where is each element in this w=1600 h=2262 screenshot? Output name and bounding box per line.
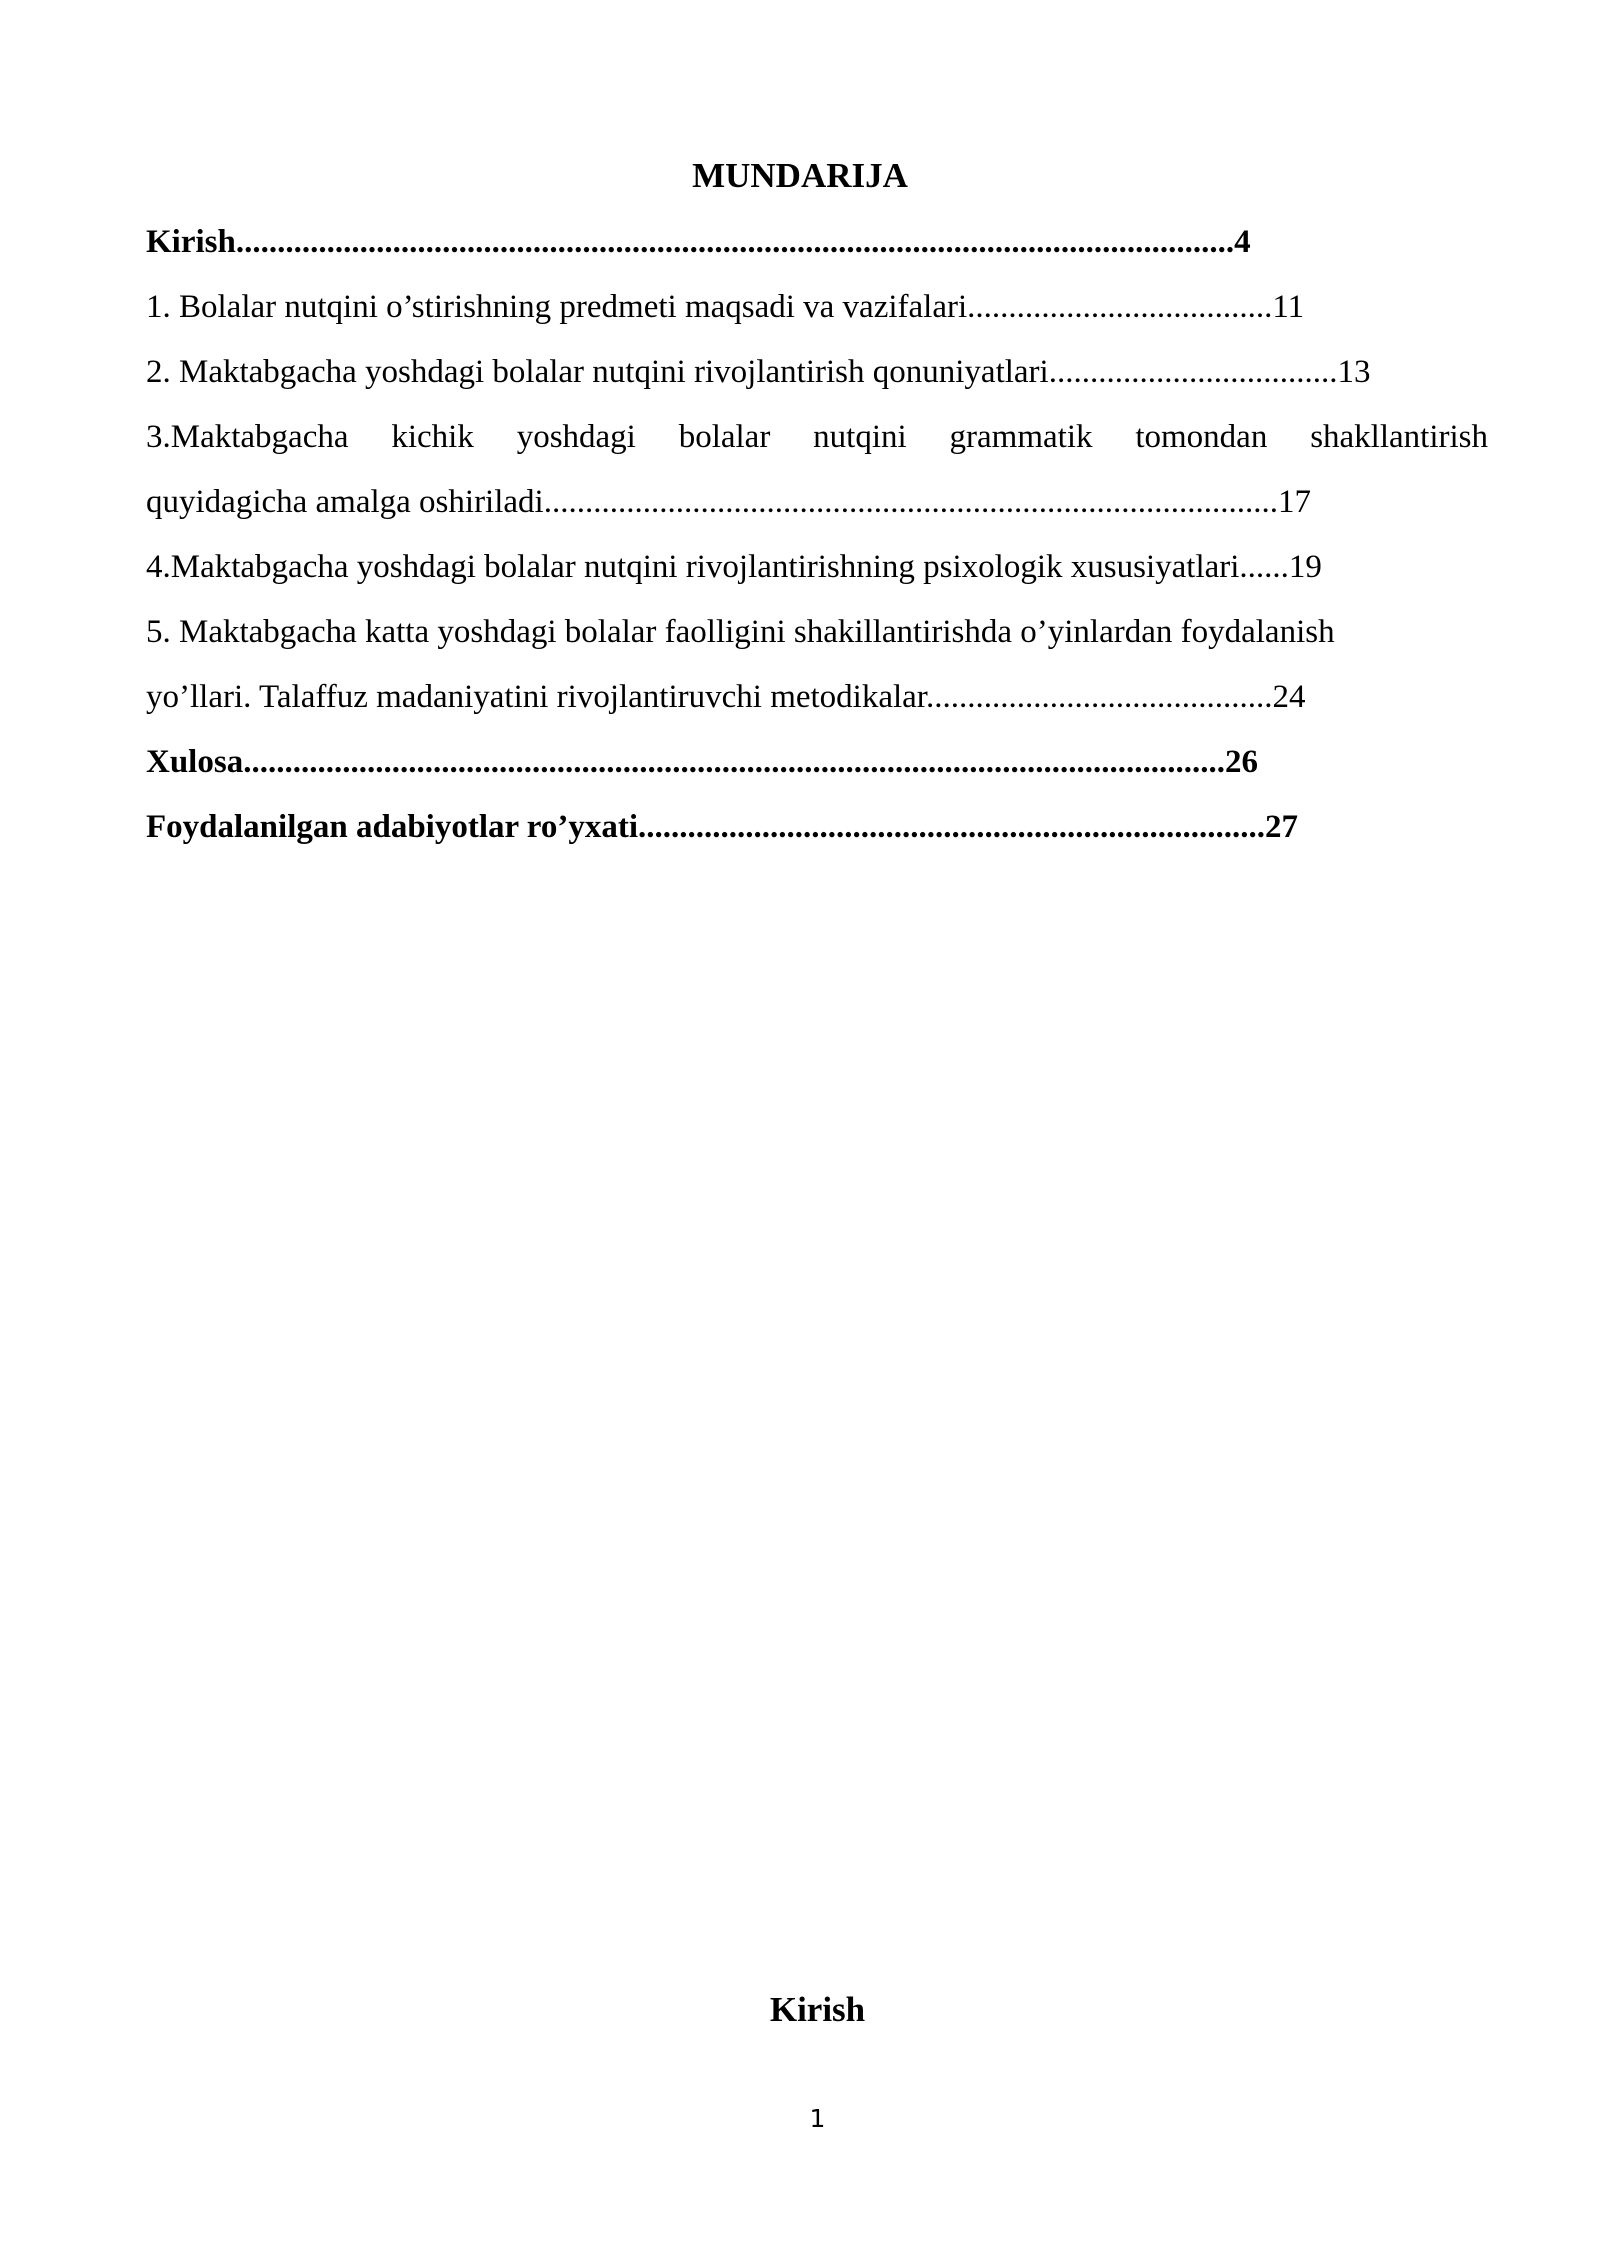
toc-entry-5-line2[interactable]: yo’llari. Talaffuz madaniyatini rivojlantiruvchi metodikalar..........................................24 bbox=[146, 679, 1306, 715]
table-of-contents bbox=[146, 210, 1488, 860]
toc-entry-adabiyotlar[interactable]: Foydalanilgan adabiyotlar ro’yxati............................................................................27 bbox=[146, 809, 1299, 845]
toc-entry-3-line1[interactable]: 3.Maktabgacha kichik yoshdagi bolalar nutqini grammatik tomondan shakllantirish bbox=[146, 419, 1488, 455]
toc-entry-2[interactable]: 2. Maktabgacha yoshdagi bolalar nutqini rivojlantirish qonuniyatlari...................................13 bbox=[146, 354, 1371, 390]
toc-entry-kirish[interactable]: Kirish.........................................................................................................................4 bbox=[146, 224, 1251, 260]
toc-title: MUNDARIJA bbox=[692, 156, 908, 195]
page-number: 1 bbox=[809, 2104, 826, 2133]
toc-entry-1[interactable]: 1. Bolalar nutqini o’stirishning predmeti maqsadi va vazifalari.....................................11 bbox=[146, 289, 1305, 325]
toc-entry-5-line1[interactable]: 5. Maktabgacha katta yoshdagi bolalar faolligini shakillantirishda o’yinlardan foydalanish bbox=[146, 614, 1335, 650]
toc-entry-xulosa[interactable]: Xulosa.......................................................................................................................26 bbox=[146, 744, 1258, 780]
section-heading-kirish: Kirish bbox=[769, 1990, 866, 2029]
toc-entry-3-line2[interactable]: quyidagicha amalga oshiriladi.........................................................................................17 bbox=[146, 484, 1311, 520]
toc-entry-4[interactable]: 4.Maktabgacha yoshdagi bolalar nutqini rivojlantirishning psixologik xususiyatlari......19 bbox=[146, 549, 1322, 585]
